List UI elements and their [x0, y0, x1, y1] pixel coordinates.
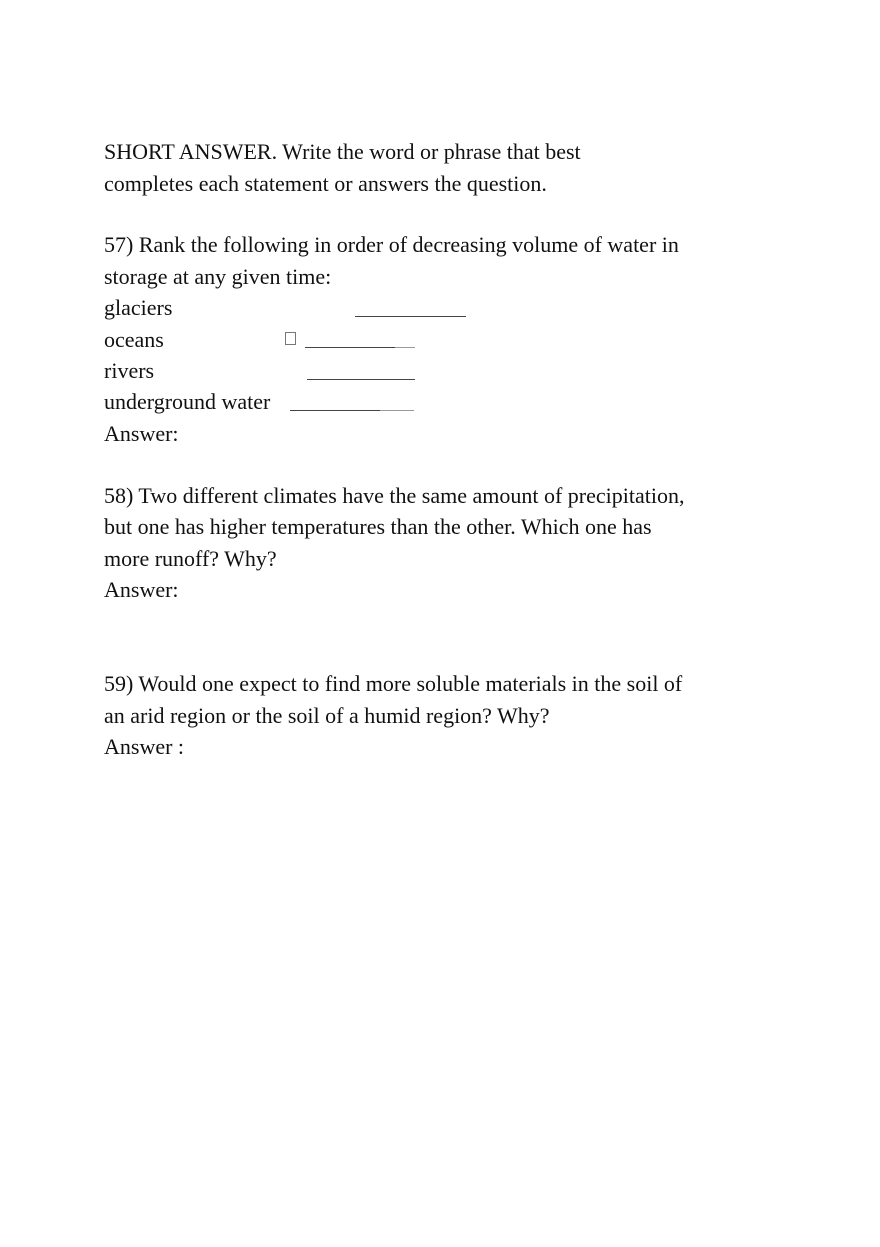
- question-57-answer-label: Answer:: [104, 421, 179, 446]
- question-58-line-2: but one has higher temperatures than the other. Which one has: [104, 514, 652, 539]
- question-58-line-3: more runoff? Why?: [104, 546, 277, 571]
- question-59-line-2: an arid region or the soil of a humid region? Why?: [104, 703, 550, 728]
- question-59-answer-label: Answer :: [104, 734, 185, 759]
- section-heading-line-1: SHORT ANSWER. Write the word or phrase that best: [104, 139, 581, 164]
- section-heading-line-2: completes each statement or answers the question.: [104, 171, 547, 196]
- question-57-line-1: 57) Rank the following in order of decreasing volume of water in: [104, 232, 679, 257]
- answer-blank-glaciers[interactable]: [355, 316, 466, 317]
- missing-glyph-icon: [285, 332, 296, 345]
- rank-item-oceans: oceans: [104, 327, 164, 352]
- answer-blank-rivers[interactable]: [307, 379, 415, 380]
- question-58-line-1: 58) Two different climates have the same amount of precipitation,: [104, 483, 685, 508]
- question-59-line-1: 59) Would one expect to find more soluble materials in the soil of: [104, 671, 683, 696]
- answer-blank-underground-extension: [380, 410, 414, 411]
- answer-blank-oceans-extension: [395, 347, 415, 348]
- answer-blank-oceans[interactable]: [305, 347, 398, 348]
- answer-blank-underground-water[interactable]: [290, 410, 383, 411]
- rank-item-underground-water: underground water: [104, 389, 271, 414]
- question-57-line-2: storage at any given time:: [104, 264, 332, 289]
- rank-item-rivers: rivers: [104, 358, 155, 383]
- rank-item-glaciers: glaciers: [104, 295, 173, 320]
- question-58-answer-label: Answer:: [104, 577, 179, 602]
